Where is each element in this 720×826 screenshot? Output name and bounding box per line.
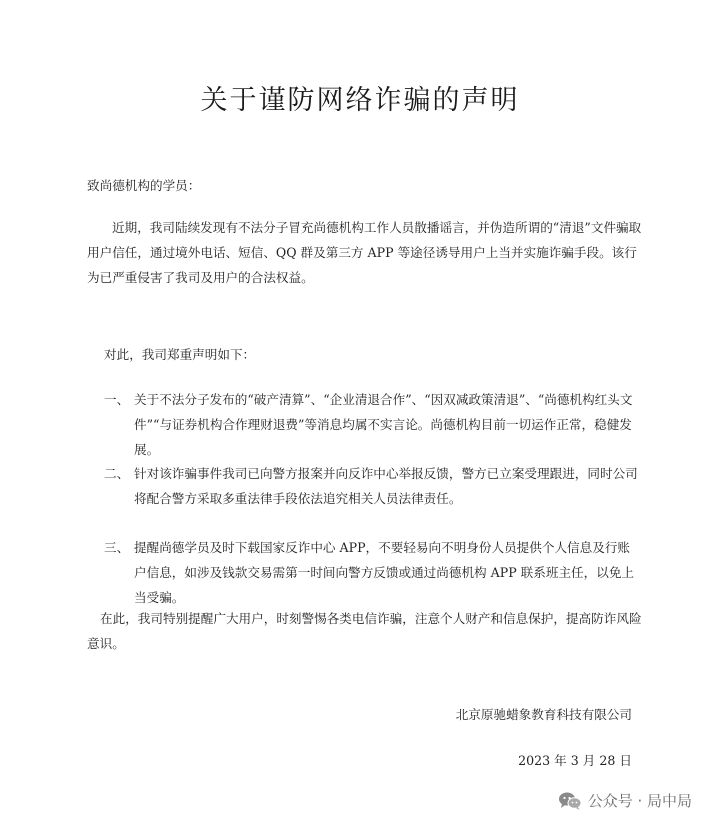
intro-paragraph: 近期，我司陆续发现有不法分子冒充尚德机构工作人员散播谣言，并伪造所谓的“清退”文件骗取用户信任，通过境外电话、短信、QQ 群及第三方 APP 等途径诱导用户上当并实施诈骗手段。该行为已严重侵害了我司及用户的合法权益。 — [87, 220, 642, 285]
item-number: 一、 — [104, 392, 130, 407]
wechat-watermark — [558, 790, 692, 811]
item-text: 针对该诈骗事件我司已向警方报案并向反诈中心举报反馈，警方已立案受理跟进，同时公司将配合警方采取多重法律手段依法追究相关人员法律责任。 — [134, 466, 638, 506]
statement-date: 2023 年 3 月 28 日 — [518, 753, 632, 768]
salutation: 致尚德机构的学员： — [87, 178, 201, 193]
closing-paragraph: 在此，我司特别提醒广大用户，时刻警惕各类电信诈骗，注意个人财产和信息保护，提高防诈风险意识。 — [87, 611, 642, 651]
watermark-text: 公众号 · 局中局 — [587, 792, 692, 810]
declaration-item — [104, 387, 640, 462]
declaration-item — [104, 535, 640, 610]
company-signature: 北京原驰蜡象教育科技有限公司 — [455, 707, 632, 722]
declaration-item — [104, 461, 640, 511]
document-title: 关于谨防网络诈骗的声明 — [200, 85, 520, 116]
wechat-icon — [558, 791, 582, 811]
item-text: 关于不法分子发布的“破产清算”、“企业清退合作”、“因双减政策清退”、“尚德机构红头文件”“与证券机构合作理财退费”等消息均属不实言论。尚德机构目前一切运作正常，稳健发展。 — [134, 392, 633, 457]
declaration-lead: 对此，我司郑重声明如下： — [104, 347, 256, 362]
item-number: 三、 — [104, 540, 130, 555]
item-number: 二、 — [104, 466, 130, 481]
item-text: 提醒尚德学员及时下载国家反诈中心 APP，不要轻易向不明身份人员提供个人信息及行账户信息，如涉及钱款交易需第一时间向警方反馈或通过尚德机构 APP 联系班主任，以免上当受骗。 — [134, 540, 635, 605]
